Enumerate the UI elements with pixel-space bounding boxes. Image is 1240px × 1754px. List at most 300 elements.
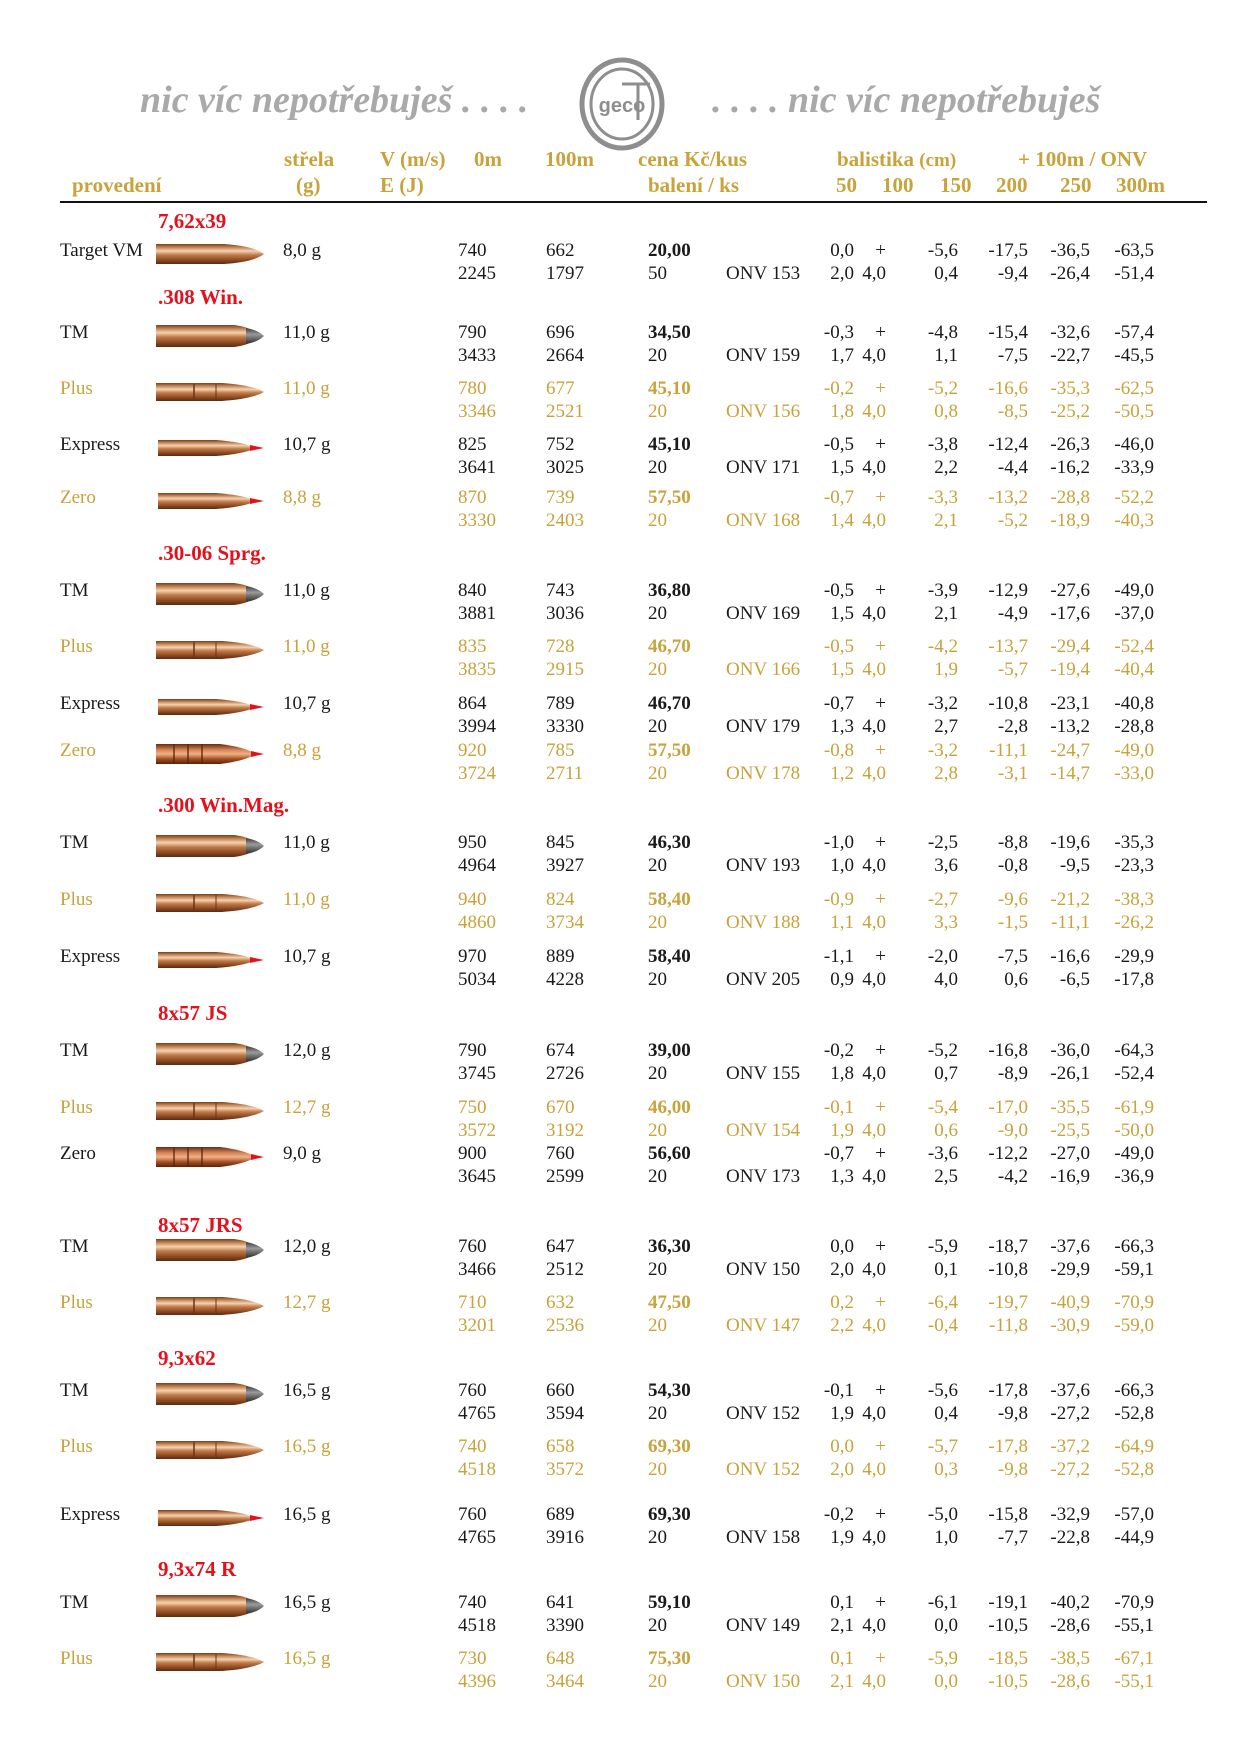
onv-code: ONV 173: [726, 1166, 801, 1187]
ballistics-value: +: [875, 240, 886, 261]
ballistics-onv-value: -8,9: [997, 1063, 1028, 1084]
onv-code: ONV 152: [726, 1459, 801, 1480]
ballistics-onv-value: -59,1: [1114, 1259, 1154, 1280]
ballistics-value: -0,5: [823, 580, 854, 601]
ballistics-value: -3,3: [927, 487, 958, 508]
pack-size: 20: [648, 1527, 667, 1548]
ballistics-value: +: [875, 693, 886, 714]
header-provedeni: provedení: [72, 173, 162, 197]
velocity-0m: 835: [458, 636, 487, 657]
ballistics-value: -3,2: [927, 693, 958, 714]
bullet-express-icon: [154, 944, 266, 981]
ballistics-value: -0,7: [823, 487, 854, 508]
velocity-100m: 677: [546, 378, 575, 399]
ballistics-value: -35,3: [1050, 378, 1090, 399]
velocity-100m: 785: [546, 740, 575, 761]
ballistics-value: -0,1: [823, 1097, 854, 1118]
ballistics-value: -3,8: [927, 434, 958, 455]
price-per-piece: 46,00: [648, 1097, 691, 1118]
slogan-left: nic víc nepotřebuješ . . . .: [140, 79, 529, 121]
ballistics-onv-value: 4,0: [862, 763, 886, 784]
velocity-0m: 825: [458, 434, 487, 455]
bullet-plus-icon: [154, 1290, 266, 1327]
ballistics-value: +: [875, 580, 886, 601]
bullet-target-icon: [154, 238, 266, 275]
ballistics-onv-value: 1,3: [830, 716, 854, 737]
price-per-piece: 39,00: [648, 1040, 691, 1061]
ballistics-onv-value: -45,5: [1114, 345, 1154, 366]
header-d100: 100: [882, 173, 914, 197]
velocity-0m: 730: [458, 1648, 487, 1669]
ballistics-value: -21,2: [1050, 889, 1090, 910]
energy-100m: 3390: [546, 1615, 584, 1636]
ballistics-value: -12,4: [988, 434, 1028, 455]
caliber-heading: .30-06 Sprg.: [158, 541, 266, 565]
ballistics-onv-value: -59,0: [1114, 1315, 1154, 1336]
energy-100m: 2521: [546, 401, 584, 422]
velocity-100m: 648: [546, 1648, 575, 1669]
ballistics-value: 0,0: [830, 1436, 854, 1457]
bullet-tm-icon: [154, 1378, 266, 1415]
ballistics-onv-value: 2,1: [934, 603, 958, 624]
caliber-heading: 7,62x39: [158, 209, 227, 233]
ballistics-onv-value: 1,4: [830, 510, 854, 531]
ballistics-value: -37,2: [1050, 1436, 1090, 1457]
ballistics-onv-value: 4,0: [862, 1063, 886, 1084]
ballistics-onv-value: 2,8: [934, 763, 958, 784]
ballistics-value: -70,9: [1114, 1592, 1154, 1613]
energy-100m: 3330: [546, 716, 584, 737]
header-energy: E (J): [380, 173, 424, 197]
ballistics-value: -57,0: [1114, 1504, 1154, 1525]
ballistics-value: -52,2: [1114, 487, 1154, 508]
pack-size: 50: [648, 263, 667, 284]
velocity-100m: 660: [546, 1380, 575, 1401]
pack-size: 20: [648, 1615, 667, 1636]
ballistics-value: -5,6: [927, 240, 958, 261]
energy-0m: 3641: [458, 457, 496, 478]
energy-100m: 1797: [546, 263, 584, 284]
ballistics-onv-value: 4,0: [862, 855, 886, 876]
ballistics-value: -63,5: [1114, 240, 1154, 261]
header-d250: 250: [1060, 173, 1092, 197]
caliber-heading: 9,3x62: [158, 1346, 216, 1370]
ballistics-value: -6,1: [927, 1592, 958, 1613]
ballistics-value: -0,7: [823, 1143, 854, 1164]
ballistics-value: -3,9: [927, 580, 958, 601]
ballistics-value: -32,6: [1050, 322, 1090, 343]
ballistics-value: -2,7: [927, 889, 958, 910]
ballistics-onv-value: 4,0: [862, 401, 886, 422]
ballistics-onv-value: -26,4: [1050, 263, 1090, 284]
velocity-0m: 950: [458, 832, 487, 853]
ballistics-onv-value: -8,5: [997, 401, 1028, 422]
ballistics-onv-value: 0,7: [934, 1063, 958, 1084]
ballistics-value: -29,4: [1050, 636, 1090, 657]
energy-0m: 3433: [458, 345, 496, 366]
ballistics-value: -4,8: [927, 322, 958, 343]
ballistics-onv-value: 1,5: [830, 659, 854, 680]
ballistics-value: 0,2: [830, 1292, 854, 1313]
bullet-mass: 12,7 g: [283, 1097, 331, 1118]
velocity-100m: 789: [546, 693, 575, 714]
ballistics-onv-value: 2,5: [934, 1166, 958, 1187]
ballistics-value: -0,5: [823, 434, 854, 455]
price-per-piece: 45,10: [648, 378, 691, 399]
energy-0m: 4518: [458, 1459, 496, 1480]
ammo-type: TM: [60, 1592, 89, 1613]
header-0m: 0m: [474, 147, 502, 171]
ballistics-onv-value: 2,0: [830, 263, 854, 284]
ballistics-onv-value: -9,4: [997, 263, 1028, 284]
bullet-mass: 11,0 g: [283, 322, 330, 343]
ballistics-onv-value: 4,0: [862, 603, 886, 624]
ballistics-value: -0,2: [823, 378, 854, 399]
ballistics-value: +: [875, 434, 886, 455]
ballistics-onv-value: 4,0: [862, 912, 886, 933]
ballistics-onv-value: 0,3: [934, 1459, 958, 1480]
ballistics-onv-value: 0,9: [830, 969, 854, 990]
energy-0m: 4765: [458, 1403, 496, 1424]
ammo-type: TM: [60, 1040, 89, 1061]
ballistics-value: -64,3: [1114, 1040, 1154, 1061]
bullet-tm-icon: [154, 830, 266, 867]
ballistics-value: 0,1: [830, 1648, 854, 1669]
ballistics-value: -5,9: [927, 1236, 958, 1257]
energy-0m: 4765: [458, 1527, 496, 1548]
price-per-piece: 57,50: [648, 740, 691, 761]
caliber-heading: 8x57 JRS: [158, 1213, 243, 1237]
header-velocity: V (m/s): [380, 147, 446, 171]
ballistics-value: -23,1: [1050, 693, 1090, 714]
bullet-mass: 8,8 g: [283, 740, 321, 761]
ballistics-value: -1,1: [823, 946, 854, 967]
ballistics-onv-value: -36,9: [1114, 1166, 1154, 1187]
ballistics-value: -3,6: [927, 1143, 958, 1164]
ballistics-value: -36,0: [1050, 1040, 1090, 1061]
ammo-type: Plus: [60, 378, 93, 399]
energy-100m: 2664: [546, 345, 584, 366]
velocity-0m: 760: [458, 1504, 487, 1525]
bullet-mass: 12,0 g: [283, 1236, 331, 1257]
ballistics-value: +: [875, 1648, 886, 1669]
ballistics-value: -36,5: [1050, 240, 1090, 261]
ballistics-onv-value: -4,4: [997, 457, 1028, 478]
ballistics-value: 0,0: [830, 1236, 854, 1257]
price-per-piece: 36,80: [648, 580, 691, 601]
ballistics-value: +: [875, 1097, 886, 1118]
ballistics-onv-value: 1,1: [830, 912, 854, 933]
ballistics-value: -38,5: [1050, 1648, 1090, 1669]
onv-code: ONV 153: [726, 263, 801, 284]
ballistics-onv-value: 4,0: [862, 1120, 886, 1141]
price-per-piece: 20,00: [648, 240, 691, 261]
ballistics-onv-value: -19,4: [1050, 659, 1090, 680]
ammo-type: Zero: [60, 487, 96, 508]
velocity-0m: 940: [458, 889, 487, 910]
velocity-0m: 790: [458, 322, 487, 343]
price-per-piece: 34,50: [648, 322, 691, 343]
bullet-mass: 11,0 g: [283, 378, 330, 399]
ballistics-onv-value: 0,8: [934, 401, 958, 422]
ballistics-onv-value: -28,6: [1050, 1671, 1090, 1692]
pack-size: 20: [648, 457, 667, 478]
velocity-100m: 658: [546, 1436, 575, 1457]
velocity-100m: 889: [546, 946, 575, 967]
ballistics-value: -19,1: [988, 1592, 1028, 1613]
ballistics-onv-value: 0,6: [934, 1120, 958, 1141]
pack-size: 20: [648, 345, 667, 366]
ballistics-onv-value: -29,9: [1050, 1259, 1090, 1280]
ballistics-onv-value: -11,1: [1051, 912, 1090, 933]
ballistics-value: +: [875, 378, 886, 399]
bullet-mass: 11,0 g: [283, 636, 330, 657]
ballistics-value: -40,8: [1114, 693, 1154, 714]
ballistics-value: -17,8: [988, 1436, 1028, 1457]
header-pack: balení / ks: [648, 173, 740, 197]
ballistics-onv-value: -9,5: [1059, 855, 1090, 876]
ballistics-onv-value: -5,2: [997, 510, 1028, 531]
ballistics-value: -16,6: [988, 378, 1028, 399]
price-per-piece: 75,30: [648, 1648, 691, 1669]
velocity-0m: 760: [458, 1236, 487, 1257]
ballistics-value: -57,4: [1114, 322, 1154, 343]
ballistics-onv-value: -28,6: [1050, 1615, 1090, 1636]
ballistics-onv-value: -4,9: [997, 603, 1028, 624]
onv-code: ONV 147: [726, 1315, 801, 1336]
ballistics-onv-value: -1,5: [997, 912, 1028, 933]
ballistics-onv-value: 4,0: [862, 969, 886, 990]
ballistics-onv-value: 1,9: [934, 659, 958, 680]
price-per-piece: 46,30: [648, 832, 691, 853]
ballistics-value: -70,9: [1114, 1292, 1154, 1313]
ammo-type: Express: [60, 693, 121, 714]
ballistics-value: -5,4: [927, 1097, 958, 1118]
ballistics-onv-value: -51,4: [1114, 263, 1154, 284]
ballistics-value: -12,9: [988, 580, 1028, 601]
pack-size: 20: [648, 603, 667, 624]
energy-0m: 3745: [458, 1063, 496, 1084]
ammo-type: TM: [60, 1236, 89, 1257]
pack-size: 20: [648, 855, 667, 876]
bullet-express-icon: [154, 432, 266, 469]
ballistics-onv-value: -55,1: [1114, 1671, 1154, 1692]
onv-code: ONV 154: [726, 1120, 801, 1141]
onv-code: ONV 150: [726, 1259, 801, 1280]
ballistics-value: 0,1: [830, 1592, 854, 1613]
bullet-mass: 16,5 g: [283, 1436, 331, 1457]
ballistics-value: -66,3: [1114, 1236, 1154, 1257]
ammo-type: Express: [60, 434, 121, 455]
ballistics-value: -49,0: [1114, 580, 1154, 601]
pack-size: 20: [648, 1315, 667, 1336]
velocity-0m: 740: [458, 1436, 487, 1457]
pack-size: 20: [648, 510, 667, 531]
price-per-piece: 56,60: [648, 1143, 691, 1164]
ballistics-value: +: [875, 889, 886, 910]
energy-100m: 3594: [546, 1403, 584, 1424]
ballistics-onv-value: 0,6: [1004, 969, 1028, 990]
ballistics-value: -5,2: [927, 1040, 958, 1061]
ballistics-onv-value: 4,0: [862, 1671, 886, 1692]
ballistics-onv-value: 4,0: [862, 716, 886, 737]
header-d300: 300m: [1116, 173, 1165, 197]
ballistics-value: -5,6: [927, 1380, 958, 1401]
pack-size: 20: [648, 659, 667, 680]
ballistics-onv-value: 1,1: [934, 345, 958, 366]
velocity-0m: 750: [458, 1097, 487, 1118]
bullet-express-icon: [154, 691, 266, 728]
energy-100m: 2599: [546, 1166, 584, 1187]
bullet-mass: 16,5 g: [283, 1380, 331, 1401]
ballistics-value: -16,8: [988, 1040, 1028, 1061]
ballistics-onv-value: -33,9: [1114, 457, 1154, 478]
price-per-piece: 47,50: [648, 1292, 691, 1313]
ballistics-onv-value: 1,7: [830, 345, 854, 366]
ammo-type: TM: [60, 322, 89, 343]
velocity-100m: 696: [546, 322, 575, 343]
bullet-tm-icon: [154, 578, 266, 615]
pack-size: 20: [648, 763, 667, 784]
ballistics-onv-value: -10,5: [988, 1671, 1028, 1692]
ballistics-value: -9,6: [997, 889, 1028, 910]
ballistics-onv-value: 2,2: [934, 457, 958, 478]
energy-100m: 2536: [546, 1315, 584, 1336]
ballistics-value: -0,9: [823, 889, 854, 910]
ballistics-value: -64,9: [1114, 1436, 1154, 1457]
ballistics-onv-value: -13,2: [1050, 716, 1090, 737]
ballistics-value: +: [875, 1292, 886, 1313]
velocity-100m: 670: [546, 1097, 575, 1118]
ballistics-value: -5,7: [927, 1436, 958, 1457]
ballistics-value: -26,3: [1050, 434, 1090, 455]
ballistics-value: -17,0: [988, 1097, 1028, 1118]
energy-0m: 3994: [458, 716, 496, 737]
ammo-type: Plus: [60, 889, 93, 910]
ballistics-onv-value: 4,0: [862, 659, 886, 680]
energy-100m: 3025: [546, 457, 584, 478]
ballistics-value: +: [875, 1504, 886, 1525]
velocity-0m: 900: [458, 1143, 487, 1164]
ballistics-onv-value: -50,5: [1114, 401, 1154, 422]
ballistics-onv-value: -26,1: [1050, 1063, 1090, 1084]
ballistics-value: -0,1: [823, 1380, 854, 1401]
pack-size: 20: [648, 1166, 667, 1187]
ballistics-onv-value: 4,0: [862, 1403, 886, 1424]
energy-0m: 4964: [458, 855, 496, 876]
ballistics-value: -0,2: [823, 1040, 854, 1061]
ballistics-value: -16,6: [1050, 946, 1090, 967]
ammo-type: Plus: [60, 1097, 93, 1118]
price-per-piece: 69,30: [648, 1436, 691, 1457]
ballistics-value: -2,5: [927, 832, 958, 853]
ballistics-value: +: [875, 1592, 886, 1613]
velocity-0m: 740: [458, 240, 487, 261]
ballistics-onv-value: 4,0: [862, 1615, 886, 1636]
velocity-100m: 752: [546, 434, 575, 455]
velocity-100m: 824: [546, 889, 575, 910]
energy-0m: 2245: [458, 263, 496, 284]
onv-code: ONV 158: [726, 1527, 801, 1548]
onv-code: ONV 156: [726, 401, 801, 422]
ballistics-onv-value: 2,1: [830, 1615, 854, 1636]
header-price: cena Kč/kus: [638, 147, 748, 171]
ammo-type: Target VM: [60, 240, 143, 261]
energy-100m: 3036: [546, 603, 584, 624]
ballistics-value: +: [875, 832, 886, 853]
ballistics-onv-value: -23,3: [1114, 855, 1154, 876]
ballistics-onv-value: 1,3: [830, 1166, 854, 1187]
velocity-0m: 920: [458, 740, 487, 761]
price-per-piece: 58,40: [648, 889, 691, 910]
energy-100m: 3927: [546, 855, 584, 876]
caliber-heading: 9,3x74 R: [158, 1557, 237, 1581]
ballistics-onv-value: -22,8: [1050, 1527, 1090, 1548]
ballistics-onv-value: -7,5: [997, 345, 1028, 366]
ballistics-onv-value: -27,2: [1050, 1459, 1090, 1480]
bullet-plus-icon: [154, 1095, 266, 1132]
ballistics-value: -4,2: [927, 636, 958, 657]
ballistics-onv-value: 4,0: [862, 1259, 886, 1280]
ballistics-value: -0,3: [823, 322, 854, 343]
ballistics-value: -40,9: [1050, 1292, 1090, 1313]
ballistics-value: -1,0: [823, 832, 854, 853]
ballistics-value: -0,7: [823, 693, 854, 714]
bullet-tm-icon: [154, 1590, 266, 1627]
ballistics-onv-value: -9,8: [997, 1403, 1028, 1424]
ballistics-value: -12,2: [988, 1143, 1028, 1164]
price-per-piece: 59,10: [648, 1592, 691, 1613]
pack-size: 20: [648, 1459, 667, 1480]
ballistics-onv-value: 1,0: [830, 855, 854, 876]
ballistics-onv-value: -10,5: [988, 1615, 1028, 1636]
velocity-0m: 840: [458, 580, 487, 601]
ballistics-onv-value: -27,2: [1050, 1403, 1090, 1424]
ammo-type: TM: [60, 832, 89, 853]
ballistics-onv-value: -10,8: [988, 1259, 1028, 1280]
bullet-mass: 16,5 g: [283, 1648, 331, 1669]
ballistics-value: +: [875, 946, 886, 967]
ballistics-onv-value: 1,9: [830, 1120, 854, 1141]
ballistics-onv-value: -26,2: [1114, 912, 1154, 933]
ballistics-onv-value: -52,8: [1114, 1403, 1154, 1424]
ballistics-value: -52,4: [1114, 636, 1154, 657]
ballistics-onv-value: -5,7: [997, 659, 1028, 680]
ballistics-onv-value: -2,8: [997, 716, 1028, 737]
ballistics-onv-value: -16,2: [1050, 457, 1090, 478]
onv-code: ONV 188: [726, 912, 801, 933]
ballistics-value: +: [875, 636, 886, 657]
bullet-plus-icon: [154, 887, 266, 924]
velocity-0m: 870: [458, 487, 487, 508]
energy-0m: 3835: [458, 659, 496, 680]
energy-100m: 3734: [546, 912, 584, 933]
ballistics-value: -27,6: [1050, 580, 1090, 601]
ballistics-value: -0,2: [823, 1504, 854, 1525]
ammo-type: Express: [60, 946, 121, 967]
ballistics-value: -18,5: [988, 1648, 1028, 1669]
ballistics-value: -37,6: [1050, 1380, 1090, 1401]
ballistics-onv-value: 4,0: [862, 457, 886, 478]
ballistics-value: -13,2: [988, 487, 1028, 508]
velocity-100m: 662: [546, 240, 575, 261]
bullet-mass: 12,7 g: [283, 1292, 331, 1313]
ballistics-onv-value: 1,9: [830, 1527, 854, 1548]
ballistics-onv-value: 4,0: [862, 263, 886, 284]
ballistics-value: -0,8: [823, 740, 854, 761]
ballistics-value: -61,9: [1114, 1097, 1154, 1118]
ballistics-onv-value: 2,0: [830, 1259, 854, 1280]
